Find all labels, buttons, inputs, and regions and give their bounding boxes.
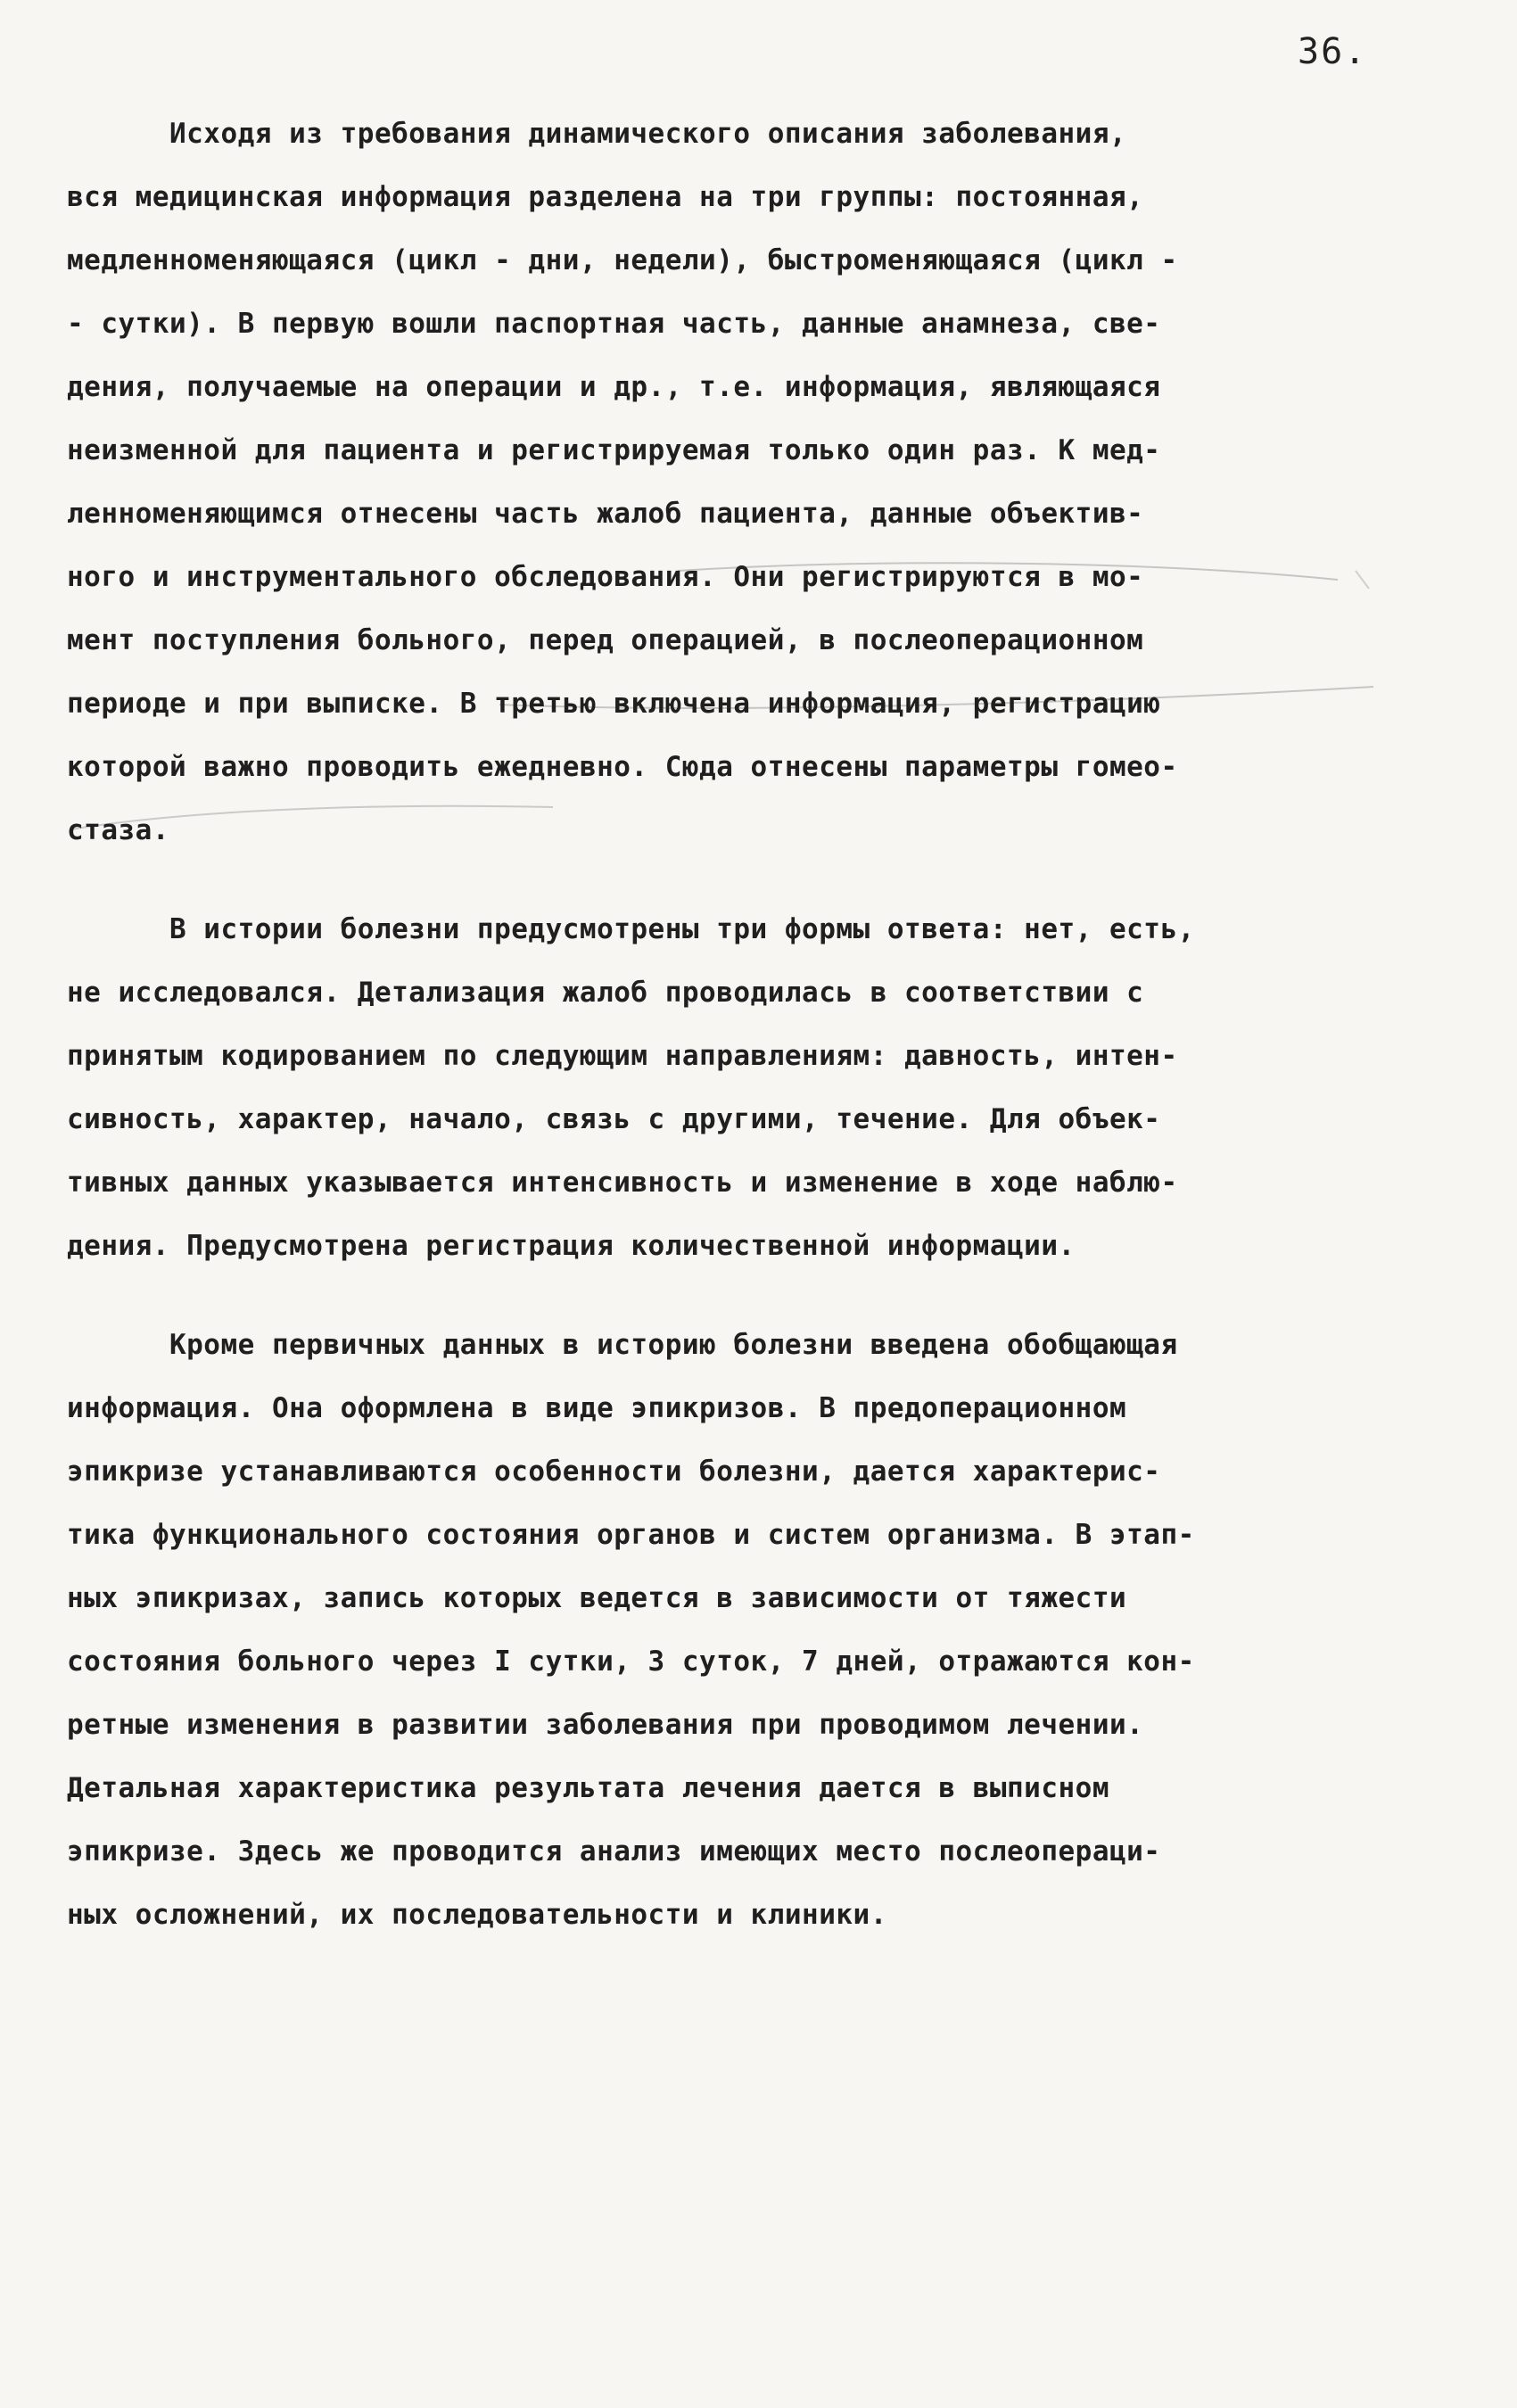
text-line: сивность, характер, начало, связь с другими, течение. Для объек- [67,1103,1161,1135]
text-line: ретные изменения в развитии заболевания при проводимом лечении. [67,1709,1144,1741]
text-line: мент поступления больного, перед операцией, в послеоперационном [67,624,1144,656]
text-line: стаза. [67,814,169,846]
paragraph-3 [67,1314,1458,1947]
text-line: эпикризе. Здесь же проводится анализ имеющих место послеопераци- [67,1835,1161,1868]
text-line: периоде и при выписке. В третью включена информация, регистрацию [67,688,1161,720]
body-text [67,103,1458,1983]
text-line: Исходя из требования динамического описания заболевания, [67,118,1127,150]
text-line: - сутки). В первую вошли паспортная часть, данные анамнеза, све- [67,308,1161,340]
text-line: ного и инструментального обследования. Они регистрируются в мо- [67,561,1144,593]
text-line: Кроме первичных данных в историю болезни введена обобщающая [67,1329,1178,1361]
paragraph-1 [67,103,1458,862]
paragraph-2 [67,898,1458,1278]
text-line: ных эпикризах, запись которых ведется в зависимости от тяжести [67,1582,1127,1614]
page-number: 36. [1298,31,1368,72]
text-line: которой важно проводить ежедневно. Сюда отнесены параметры гомео- [67,751,1178,783]
text-line: В истории болезни предусмотрены три формы ответа: нет, есть, [67,913,1195,945]
text-line: медленноменяющаяся (цикл - дни, недели), быстроменяющаяся (цикл - [67,244,1178,276]
text-line: состояния больного через I сутки, 3 суток, 7 дней, отражаются кон- [67,1645,1195,1678]
text-line: дения. Предусмотрена регистрация количественной информации. [67,1230,1076,1262]
text-line: тивных данных указывается интенсивность и изменение в ходе наблю- [67,1167,1178,1199]
text-line: ных осложнений, их последовательности и клиники. [67,1899,887,1931]
text-line: неизменной для пациента и регистрируемая только один раз. К мед- [67,434,1161,466]
text-line: тика функционального состояния органов и систем организма. В этап- [67,1519,1195,1551]
text-line: дения, получаемые на операции и др., т.е. информация, являющаяся [67,371,1161,403]
text-line: вся медицинская информация разделена на три группы: постоянная, [67,181,1144,213]
text-line: ленноменяющимся отнесены часть жалоб пациента, данные объектив- [67,498,1144,530]
text-line: Детальная характеристика результата лечения дается в выписном [67,1772,1109,1804]
text-line: принятым кодированием по следующим направлениям: давность, интен- [67,1040,1178,1072]
text-line: эпикризе устанавливаются особенности болезни, дается характерис- [67,1456,1161,1488]
text-line: не исследовался. Детализация жалоб проводилась в соответствии с [67,977,1144,1009]
text-line: информация. Она оформлена в виде эпикризов. В предоперационном [67,1392,1127,1424]
